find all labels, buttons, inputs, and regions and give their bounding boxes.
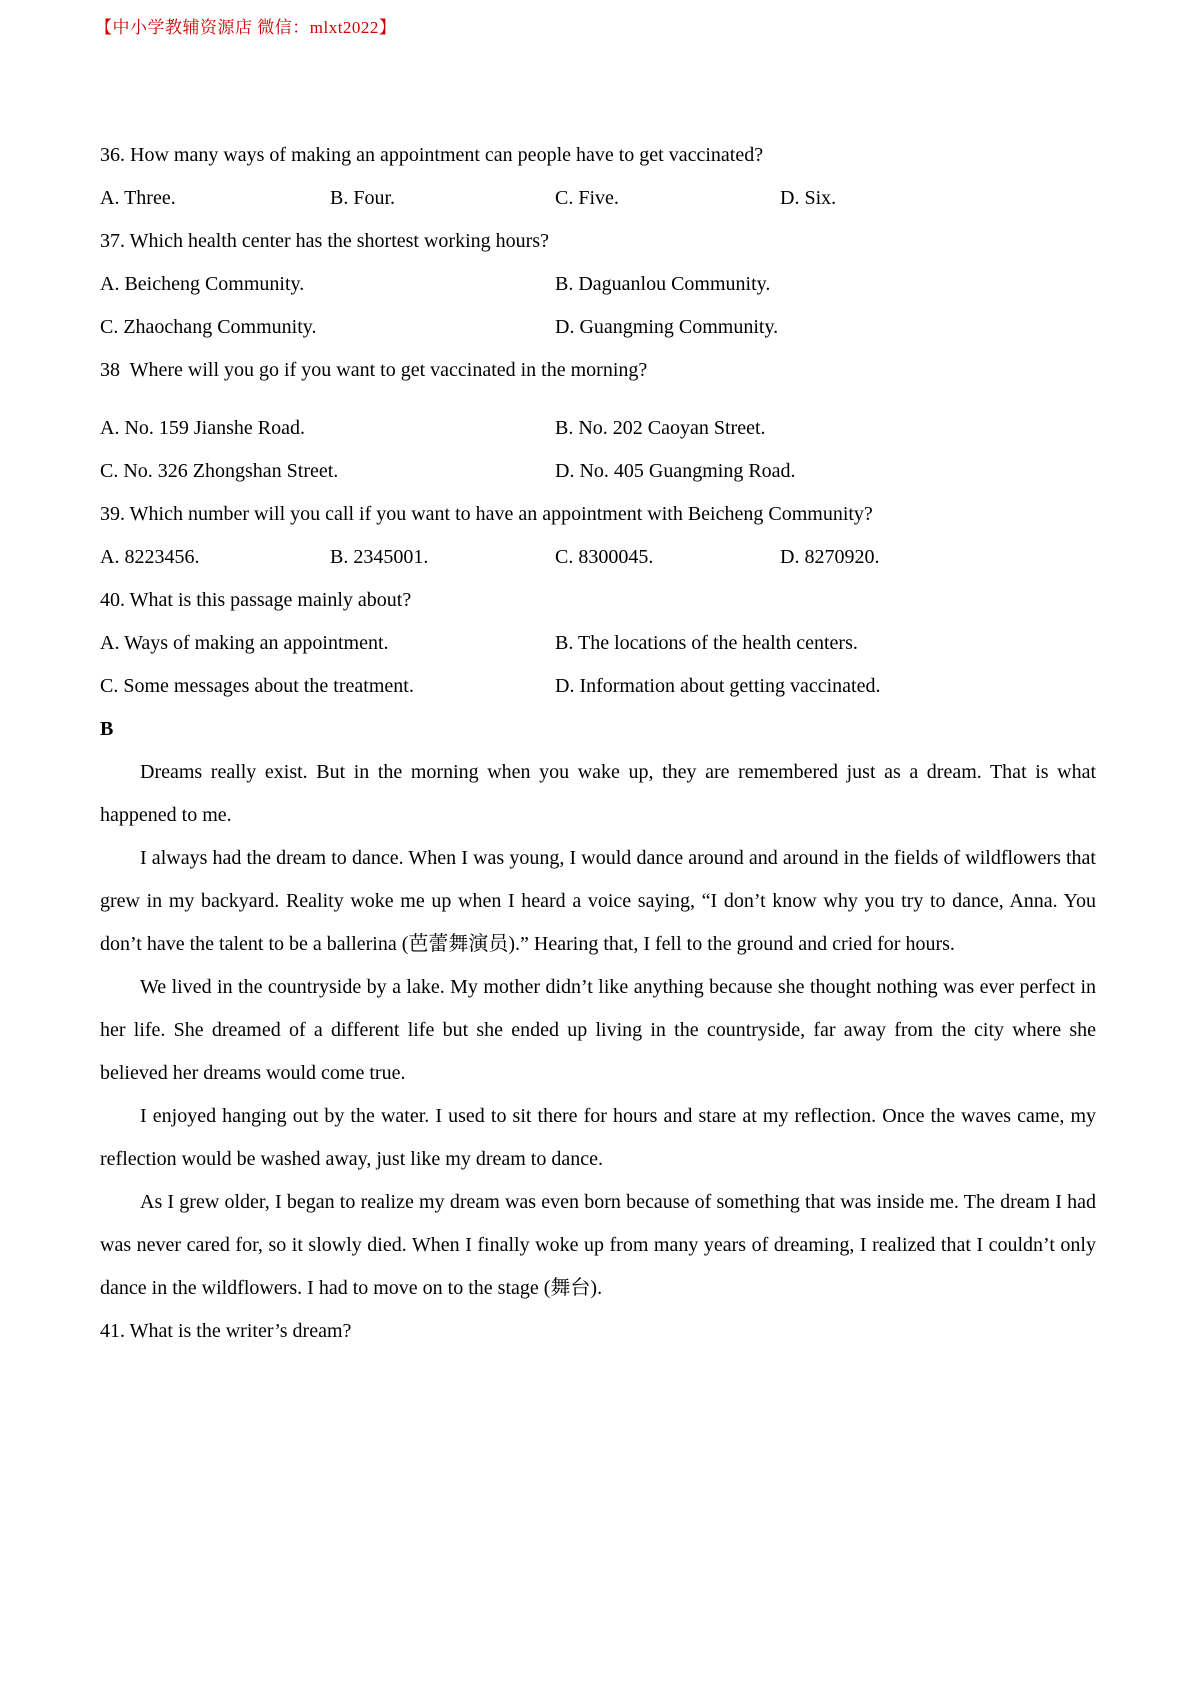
option-d: D. Information about getting vaccinated. bbox=[555, 675, 881, 697]
options-row bbox=[100, 622, 1096, 665]
watermark-header: 【中小学教辅资源店 微信：mlxt2022】 bbox=[95, 18, 397, 37]
options-row bbox=[100, 536, 1096, 579]
option-c: C. Some messages about the treatment. bbox=[100, 675, 414, 697]
passage-paragraph-5: As I grew older, I began to realize my dream was even born because of something that was inside me. The dream I had was never cared for, so it slowly died. When I finally woke up from many years of dreaming, I realized that I couldn’t only dance in the wildflowers. I had to move on to the stage (舞台). bbox=[100, 1191, 1096, 1299]
option-c: C. Five. bbox=[555, 187, 619, 209]
options-row bbox=[100, 263, 1096, 306]
option-a: A. Ways of making an appointment. bbox=[100, 632, 389, 654]
option-d: D. Guangming Community. bbox=[555, 316, 779, 338]
option-d: D. No. 405 Guangming Road. bbox=[555, 460, 796, 482]
question-37 bbox=[100, 220, 1096, 349]
question-39 bbox=[100, 493, 1096, 579]
option-c: C. 8300045. bbox=[555, 546, 654, 568]
option-a: A. Three. bbox=[100, 187, 176, 209]
options-row bbox=[100, 306, 1096, 349]
option-a: A. 8223456. bbox=[100, 546, 200, 568]
question-stem: 37. Which health center has the shortest working hours? bbox=[100, 230, 549, 252]
option-b: B. The locations of the health centers. bbox=[555, 632, 858, 654]
options-row bbox=[100, 177, 1096, 220]
question-stem: 38 Where will you go if you want to get vaccinated in the morning? bbox=[100, 359, 648, 381]
options-row bbox=[100, 450, 1096, 493]
question-38 bbox=[100, 349, 1096, 493]
option-b: B. No. 202 Caoyan Street. bbox=[555, 417, 766, 439]
option-d: D. 8270920. bbox=[780, 546, 880, 568]
passage-paragraph-2: I always had the dream to dance. When I was young, I would dance around and around in the fields of wildflowers that grew in my backyard. Reality woke me up when I heard a voice saying, “I don’t know why you try to dance, Anna. You don’t have the talent to be a ballerina (芭蕾舞演员).” Hearing that, I fell to the ground and cried for hours. bbox=[100, 847, 1096, 955]
question-stem: 41. What is the writer’s dream? bbox=[100, 1320, 352, 1342]
options-row bbox=[100, 665, 1096, 708]
question-stem: 36. How many ways of making an appointment can people have to get vaccinated? bbox=[100, 144, 764, 166]
option-b: B. Four. bbox=[330, 187, 396, 209]
options-row bbox=[100, 407, 1096, 450]
question-stem: 39. Which number will you call if you want to have an appointment with Beicheng Community? bbox=[100, 503, 873, 525]
question-40 bbox=[100, 579, 1096, 708]
question-36 bbox=[100, 134, 1096, 220]
option-b: B. Daguanlou Community. bbox=[555, 273, 771, 295]
passage-paragraph-4: I enjoyed hanging out by the water. I used to sit there for hours and stare at my reflection. Once the waves came, my reflection would be washed away, just like my dream to dance. bbox=[100, 1105, 1096, 1170]
exam-content bbox=[100, 134, 1096, 1353]
question-41 bbox=[100, 1310, 1096, 1353]
section-label-b: B bbox=[100, 718, 114, 740]
option-a: A. No. 159 Jianshe Road. bbox=[100, 417, 305, 439]
option-c: C. No. 326 Zhongshan Street. bbox=[100, 460, 339, 482]
option-a: A. Beicheng Community. bbox=[100, 273, 305, 295]
question-stem: 40. What is this passage mainly about? bbox=[100, 589, 412, 611]
reading-passage bbox=[100, 751, 1096, 1310]
passage-paragraph-3: We lived in the countryside by a lake. My mother didn’t like anything because she thought nothing was ever perfect in her life. She dreamed of a different life but she ended up living in the countryside, far away from the city where she believed her dreams would come true. bbox=[100, 976, 1096, 1084]
passage-paragraph-1: Dreams really exist. But in the morning when you wake up, they are remembered just as a dream. That is what happened to me. bbox=[100, 761, 1096, 826]
option-d: D. Six. bbox=[780, 187, 837, 209]
option-c: C. Zhaochang Community. bbox=[100, 316, 317, 338]
option-b: B. 2345001. bbox=[330, 546, 429, 568]
